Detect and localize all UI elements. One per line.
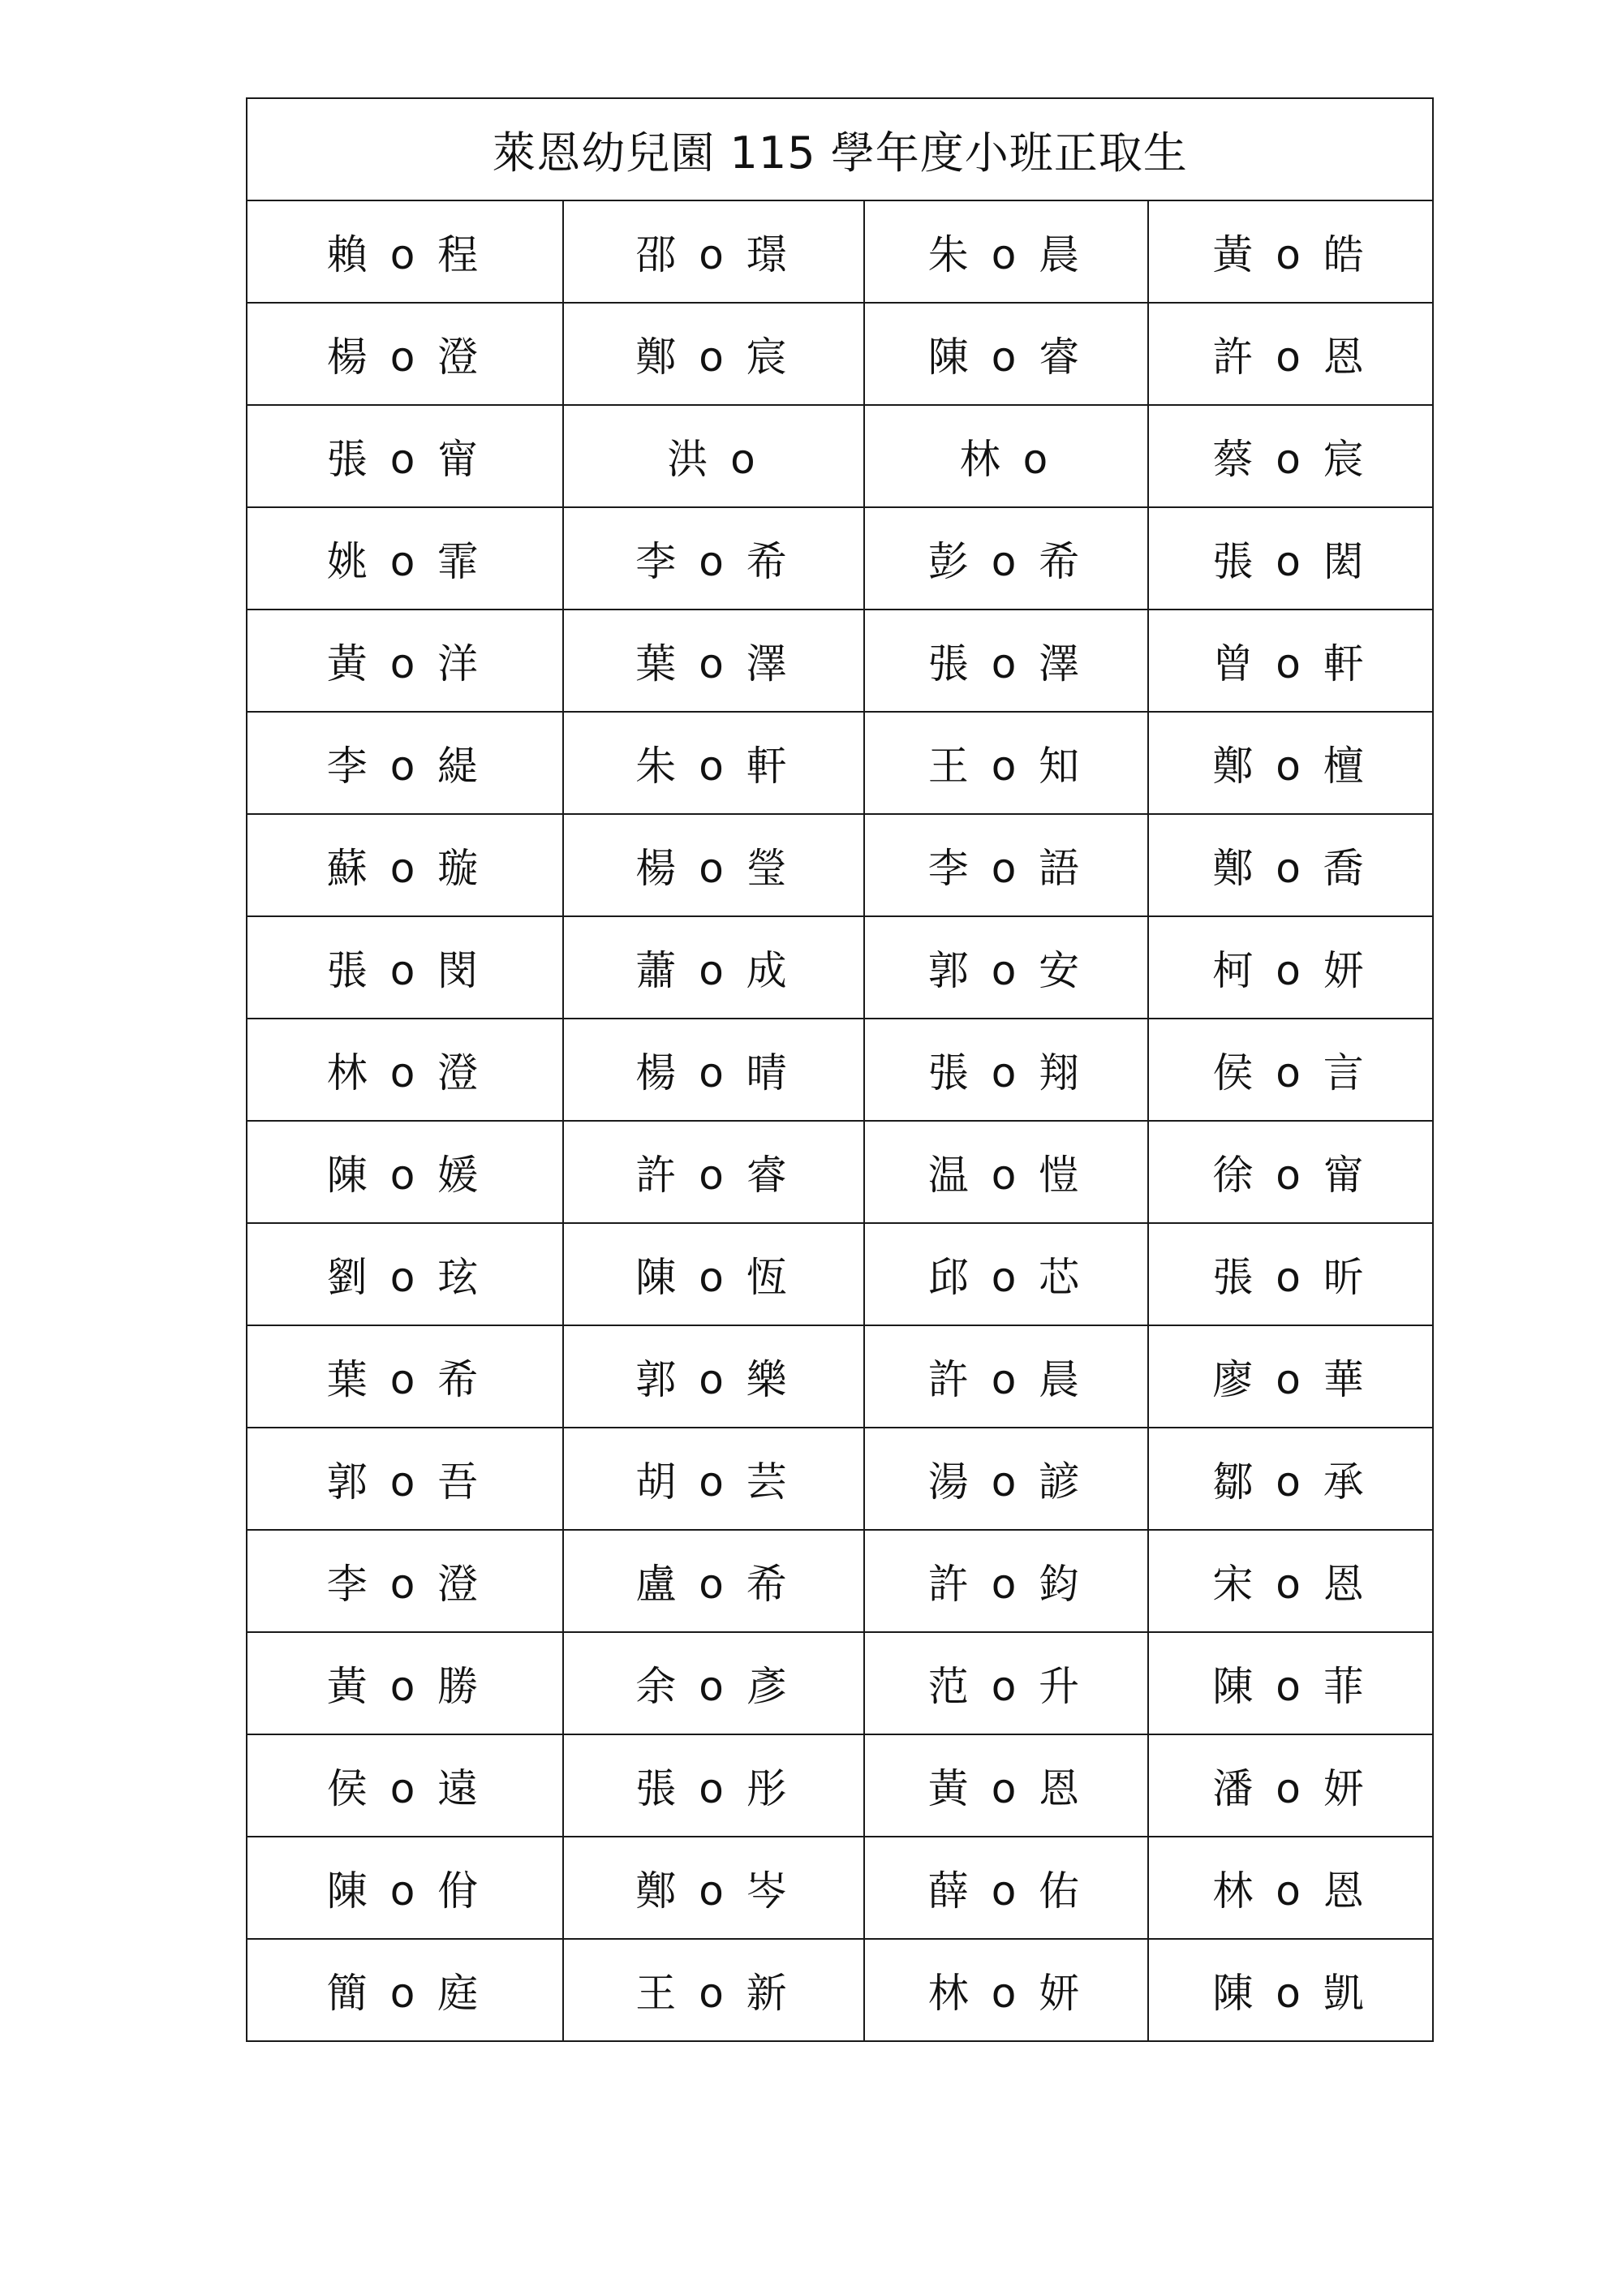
student-name: 王 o 知 [927, 743, 1085, 790]
table-row [247, 1837, 1433, 1939]
student-name-cell [1148, 814, 1433, 916]
student-name-cell [864, 1428, 1148, 1530]
admission-list-table [246, 97, 1434, 2042]
student-name-cell [864, 1530, 1148, 1632]
student-name-cell [247, 1734, 563, 1837]
student-name-cell [864, 507, 1148, 610]
student-name-cell [563, 916, 864, 1019]
student-name-cell [864, 1837, 1148, 1939]
student-name: 黃 o 皓 [1212, 231, 1369, 278]
student-name: 范 o 升 [927, 1663, 1085, 1710]
student-name-cell [1148, 507, 1433, 610]
table-row [247, 1019, 1433, 1121]
student-name: 郭 o 安 [927, 947, 1085, 994]
student-name-cell [563, 1734, 864, 1837]
student-name: 林 o 澄 [326, 1049, 484, 1096]
student-name-cell [1148, 712, 1433, 814]
student-name: 陳 o 佾 [326, 1867, 484, 1915]
student-name-cell [563, 1428, 864, 1530]
student-name-cell [247, 1837, 563, 1939]
student-name: 邵 o 璟 [635, 231, 792, 278]
student-name: 黃 o 勝 [326, 1663, 484, 1710]
student-name: 王 o 新 [635, 1970, 792, 2017]
student-name-cell [247, 1632, 563, 1734]
student-name-cell [1148, 1325, 1433, 1428]
student-name: 姚 o 霏 [326, 538, 484, 585]
student-name: 鄭 o 喬 [1212, 845, 1369, 892]
student-name: 許 o 睿 [635, 1152, 792, 1199]
student-name-cell [1148, 1734, 1433, 1837]
student-name-cell [864, 1223, 1148, 1325]
student-name: 侯 o 言 [1212, 1049, 1369, 1096]
student-name: 陳 o 凱 [1212, 1970, 1369, 2017]
student-name-cell [864, 200, 1148, 303]
student-name: 賴 o 程 [326, 231, 484, 278]
student-name-cell [563, 814, 864, 916]
student-name: 温 o 愷 [927, 1152, 1085, 1199]
student-name: 李 o 澄 [326, 1561, 484, 1608]
student-name: 朱 o 晨 [927, 231, 1085, 278]
student-name: 曾 o 軒 [1212, 640, 1369, 687]
table-row [247, 1121, 1433, 1223]
student-name-cell [864, 1939, 1148, 2041]
student-name-cell [247, 610, 563, 712]
student-name-cell [247, 712, 563, 814]
student-name: 蕭 o 成 [635, 947, 792, 994]
student-name: 彭 o 希 [927, 538, 1085, 585]
student-name-cell [1148, 1428, 1433, 1530]
student-name-cell [563, 1939, 864, 2041]
student-name: 張 o 閔 [326, 947, 484, 994]
student-name-cell [1148, 200, 1433, 303]
table-row [247, 1428, 1433, 1530]
student-name-cell [563, 610, 864, 712]
student-name-cell [1148, 405, 1433, 507]
student-name-cell [864, 610, 1148, 712]
student-name-cell [247, 1325, 563, 1428]
student-name-cell [1148, 1121, 1433, 1223]
student-name: 鄭 o 宸 [635, 334, 792, 381]
student-name-cell [563, 1837, 864, 1939]
table-row [247, 507, 1433, 610]
student-name-cell [247, 303, 563, 405]
student-name: 胡 o 芸 [635, 1458, 792, 1506]
student-name: 張 o 昕 [1212, 1254, 1369, 1301]
student-name-cell [1148, 610, 1433, 712]
table-row [247, 1734, 1433, 1837]
student-name: 楊 o 瑩 [635, 845, 792, 892]
student-name: 許 o 鈞 [927, 1561, 1085, 1608]
student-name-cell [1148, 916, 1433, 1019]
student-name: 洪 o [667, 436, 760, 483]
student-name-cell [563, 303, 864, 405]
student-name: 鄒 o 承 [1212, 1458, 1369, 1506]
student-name-cell [563, 1121, 864, 1223]
student-name: 張 o 澤 [927, 640, 1085, 687]
table-row [247, 200, 1433, 303]
student-name-cell [864, 814, 1148, 916]
student-name: 張 o 閎 [1212, 538, 1369, 585]
student-name: 陳 o 媛 [326, 1152, 484, 1199]
table-row [247, 916, 1433, 1019]
student-name: 郭 o 樂 [635, 1356, 792, 1403]
student-name-cell [247, 1530, 563, 1632]
student-name: 蔡 o 宸 [1212, 436, 1369, 483]
student-name-cell [563, 405, 864, 507]
student-name-cell [563, 1632, 864, 1734]
student-name-cell [864, 1632, 1148, 1734]
student-name: 廖 o 華 [1212, 1356, 1369, 1403]
student-name: 朱 o 軒 [635, 743, 792, 790]
student-name: 簡 o 庭 [326, 1970, 484, 2017]
student-name-cell [864, 405, 1148, 507]
student-name-cell [247, 405, 563, 507]
student-name-cell [864, 1019, 1148, 1121]
student-name-cell [864, 1121, 1148, 1223]
student-name: 李 o 希 [635, 538, 792, 585]
table-row [247, 1632, 1433, 1734]
student-name: 林 o 恩 [1212, 1867, 1369, 1915]
student-name-cell [864, 1325, 1148, 1428]
student-name-cell [247, 1939, 563, 2041]
student-name-cell [1148, 1019, 1433, 1121]
table-row [247, 814, 1433, 916]
table-row [247, 1939, 1433, 2041]
student-name: 陳 o 睿 [927, 334, 1085, 381]
title-row [247, 98, 1433, 200]
admission-list-body [247, 98, 1433, 2041]
student-name: 陳 o 菲 [1212, 1663, 1369, 1710]
student-name: 張 o 彤 [635, 1765, 792, 1812]
student-name: 柯 o 妍 [1212, 947, 1369, 994]
student-name: 黃 o 洋 [326, 640, 484, 687]
student-name: 蘇 o 璇 [326, 845, 484, 892]
student-name: 潘 o 妍 [1212, 1765, 1369, 1812]
student-name-cell [563, 1325, 864, 1428]
student-name: 李 o 緹 [326, 743, 484, 790]
student-name: 鄭 o 岑 [635, 1867, 792, 1915]
table-row [247, 1223, 1433, 1325]
student-name: 徐 o 甯 [1212, 1152, 1369, 1199]
student-name-cell [563, 507, 864, 610]
table-row [247, 303, 1433, 405]
student-name: 許 o 晨 [927, 1356, 1085, 1403]
student-name: 林 o 妍 [927, 1970, 1085, 2017]
student-name: 許 o 恩 [1212, 334, 1369, 381]
student-name-cell [247, 1428, 563, 1530]
student-name: 劉 o 玹 [326, 1254, 484, 1301]
student-name: 葉 o 澤 [635, 640, 792, 687]
student-name: 陳 o 恆 [635, 1254, 792, 1301]
student-name-cell [1148, 1530, 1433, 1632]
student-name-cell [563, 200, 864, 303]
student-name: 湯 o 諺 [927, 1458, 1085, 1506]
student-name-cell [1148, 1939, 1433, 2041]
student-name: 林 o [959, 436, 1053, 483]
student-name: 盧 o 希 [635, 1561, 792, 1608]
student-name-cell [864, 712, 1148, 814]
student-name-cell [247, 1019, 563, 1121]
student-name-cell [247, 916, 563, 1019]
table-row [247, 405, 1433, 507]
page-title: 萊恩幼兒園 115 學年度小班正取生 [247, 98, 1433, 200]
student-name-cell [563, 1019, 864, 1121]
student-name-cell [247, 814, 563, 916]
student-name-cell [864, 1734, 1148, 1837]
student-name-cell [247, 200, 563, 303]
student-name-cell [1148, 1223, 1433, 1325]
student-name-cell [247, 1223, 563, 1325]
table-row [247, 1530, 1433, 1632]
student-name: 張 o 翔 [927, 1049, 1085, 1096]
student-name: 侯 o 遠 [326, 1765, 484, 1812]
student-name-cell [1148, 1632, 1433, 1734]
student-name-cell [563, 1223, 864, 1325]
student-name-cell [864, 303, 1148, 405]
student-name-cell [247, 507, 563, 610]
student-name: 楊 o 澄 [326, 334, 484, 381]
student-name-cell [563, 712, 864, 814]
student-name-cell [563, 1530, 864, 1632]
student-name-cell [247, 1121, 563, 1223]
student-name: 郭 o 吾 [326, 1458, 484, 1506]
table-row [247, 610, 1433, 712]
student-name: 葉 o 希 [326, 1356, 484, 1403]
student-name: 李 o 語 [927, 845, 1085, 892]
student-name-cell [1148, 1837, 1433, 1939]
student-name: 余 o 彥 [635, 1663, 792, 1710]
student-name: 邱 o 芯 [927, 1254, 1085, 1301]
table-row [247, 1325, 1433, 1428]
table-row [247, 712, 1433, 814]
student-name: 黃 o 恩 [927, 1765, 1085, 1812]
student-name: 鄭 o 檀 [1212, 743, 1369, 790]
student-name-cell [864, 916, 1148, 1019]
student-name: 宋 o 恩 [1212, 1561, 1369, 1608]
student-name-cell [1148, 303, 1433, 405]
student-name: 張 o 甯 [326, 436, 484, 483]
student-name: 薛 o 佑 [927, 1867, 1085, 1915]
student-name: 楊 o 晴 [635, 1049, 792, 1096]
